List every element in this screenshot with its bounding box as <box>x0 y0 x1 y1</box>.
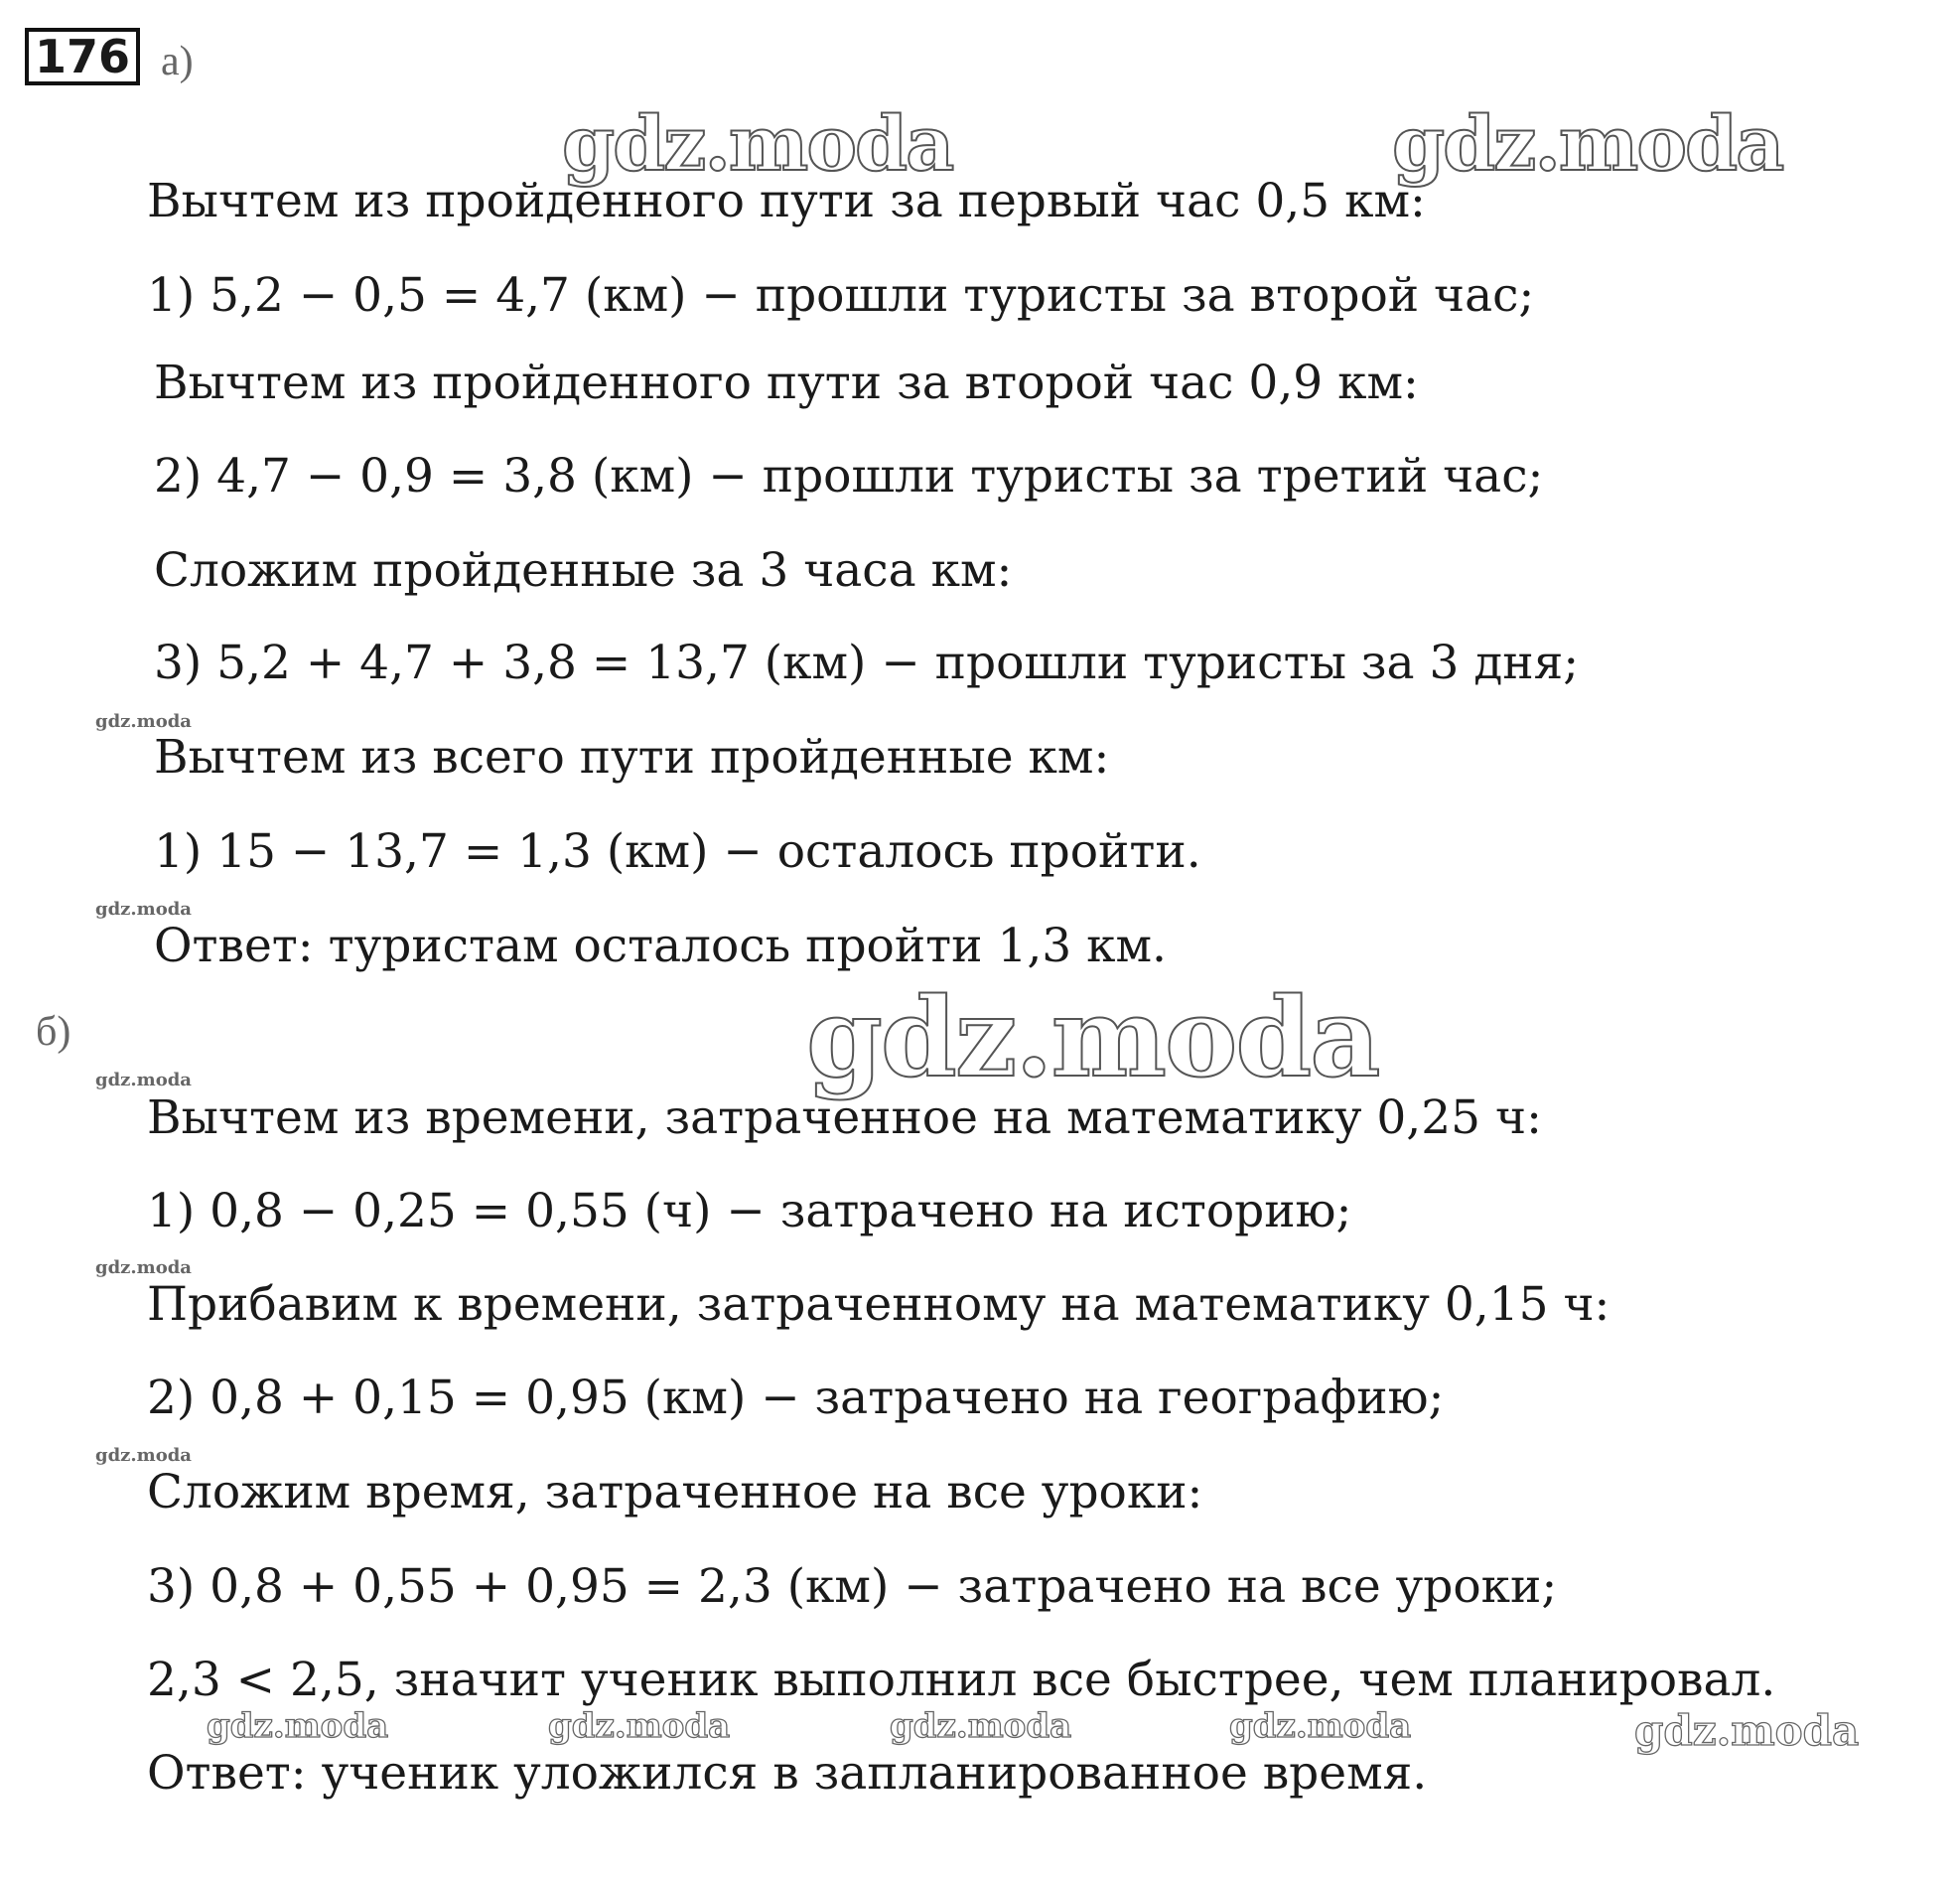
solution-line: 1) 5,2 − 0,5 = 4,7 (км) − прошли туристы за второй час; <box>147 268 1535 323</box>
solution-line: 1) 0,8 − 0,25 = 0,55 (ч) − затрачено на историю; <box>147 1184 1352 1238</box>
solution-line: 3) 0,8 + 0,55 + 0,95 = 2,3 (км) − затрачено на все уроки; <box>147 1559 1558 1614</box>
solution-line: Сложим время, затраченное на все уроки: <box>147 1465 1203 1519</box>
solution-line: Вычтем из времени, затраченное на математику 0,25 ч: <box>147 1090 1542 1145</box>
solution-line: Вычтем из пройденного пути за второй час 0,9 км: <box>154 356 1419 410</box>
watermark-small: gdz.moda <box>95 1445 192 1466</box>
solution-line: Сложим пройденные за 3 часа км: <box>154 543 1013 598</box>
solution-line: 1) 15 − 13,7 = 1,3 (км) − осталось пройти. <box>154 824 1201 879</box>
watermark-large: gdz.moda <box>806 973 1379 1101</box>
part-b-label: б) <box>36 1009 71 1055</box>
watermark-small: gdz.moda <box>95 1257 192 1278</box>
answer-line: Ответ: туристам осталось пройти 1,3 км. <box>154 919 1168 973</box>
solution-line: 2) 0,8 + 0,15 = 0,95 (км) − затрачено на географию; <box>147 1371 1445 1425</box>
watermark-small: gdz.moda <box>95 1070 192 1090</box>
part-a-label: а) <box>161 39 194 84</box>
solution-line: 3) 5,2 + 4,7 + 3,8 = 13,7 (км) − прошли туристы за 3 дня; <box>154 636 1580 690</box>
watermark-medium: gdz.moda <box>1229 1706 1412 1746</box>
watermark-large: gdz.moda <box>562 99 953 188</box>
task-number: 176 <box>25 28 140 85</box>
answer-line: Ответ: ученик уложился в запланированное время. <box>147 1746 1428 1801</box>
solution-line: Вычтем из пройденного пути за первый час 0,5 км: <box>147 174 1426 228</box>
solution-line: 2,3 < 2,5, значит ученик выполнил все быстрее, чем планировал. <box>147 1653 1776 1707</box>
watermark-medium: gdz.moda <box>207 1706 389 1746</box>
solution-line: 2) 4,7 − 0,9 = 3,8 (км) − прошли туристы за третий час; <box>154 449 1544 504</box>
solution-line: Вычтем из всего пути пройденные км: <box>154 730 1110 785</box>
watermark-small: gdz.moda <box>95 899 192 920</box>
watermark-large: gdz.moda <box>1392 99 1783 188</box>
watermark-medium: gdz.moda <box>890 1706 1072 1746</box>
watermark-small: gdz.moda <box>95 711 192 732</box>
watermark-medium: gdz.moda <box>548 1706 731 1746</box>
solution-line: Прибавим к времени, затраченному на математику 0,15 ч: <box>147 1277 1610 1332</box>
watermark-medium: gdz.moda <box>1634 1706 1860 1755</box>
